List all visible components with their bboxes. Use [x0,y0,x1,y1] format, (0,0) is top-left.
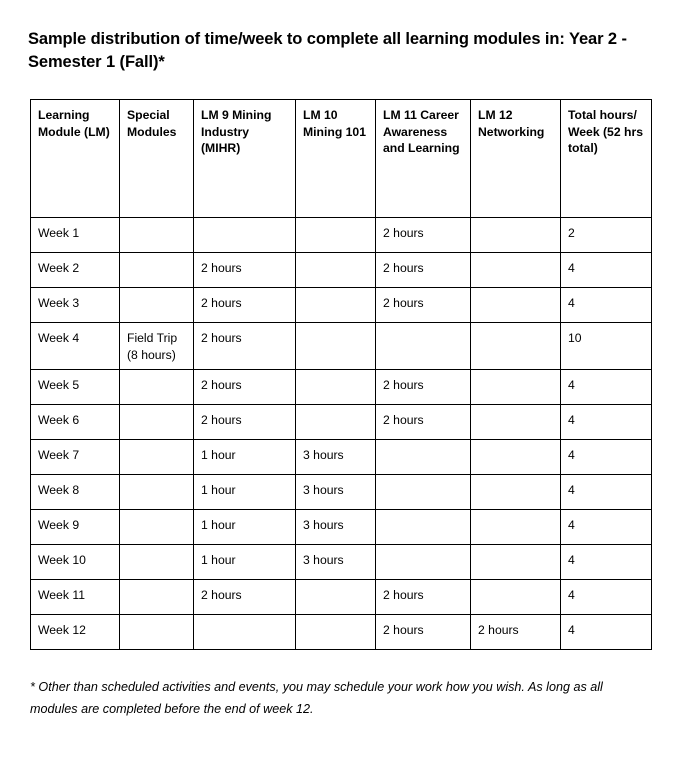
special-modules [120,475,194,510]
column-header-learning-module: Learning Module (LM) [31,100,120,218]
lm9-hours [194,615,296,650]
week-label: Week 9 [31,510,120,545]
table-row [31,288,652,323]
lm10-hours [296,615,376,650]
lm12-hours [471,580,561,615]
week-label: Week 6 [31,405,120,440]
total-hours: 4 [561,510,652,545]
week-label: Week 4 [31,323,120,370]
total-hours: 4 [561,545,652,580]
total-hours: 4 [561,475,652,510]
total-hours: 4 [561,253,652,288]
table-row [31,370,652,405]
page-title: Sample distribution of time/week to complete all learning modules in: Year 2 - Semester 1 (Fall)* [28,30,627,71]
table-row [31,253,652,288]
special-modules [120,580,194,615]
table-row [31,545,652,580]
lm9-hours: 2 hours [194,580,296,615]
week-label: Week 7 [31,440,120,475]
footnote: * Other than scheduled activities and events, you may schedule your work how you wish. As long as all modules are completed before the end of week 12. [30,680,603,716]
lm12-hours [471,475,561,510]
column-header-lm10: LM 10 Mining 101 [296,100,376,218]
week-label: Week 1 [31,218,120,253]
lm9-hours: 1 hour [194,475,296,510]
total-hours: 4 [561,405,652,440]
lm11-hours [376,510,471,545]
column-header-lm11: LM 11 Career Awareness and Learning [376,100,471,218]
special-modules [120,545,194,580]
special-modules [120,510,194,545]
lm10-hours [296,288,376,323]
lm9-hours: 1 hour [194,510,296,545]
total-hours: 4 [561,440,652,475]
table-row [31,510,652,545]
table-row [31,405,652,440]
lm11-hours [376,323,471,370]
total-hours: 2 [561,218,652,253]
lm12-hours [471,510,561,545]
special-modules [120,440,194,475]
special-modules [120,615,194,650]
lm11-hours: 2 hours [376,288,471,323]
column-header-total-hours: Total hours/ Week (52 hrs total) [561,100,652,218]
lm11-hours: 2 hours [376,218,471,253]
lm11-hours [376,475,471,510]
week-label: Week 11 [31,580,120,615]
lm12-hours [471,405,561,440]
lm12-hours [471,323,561,370]
lm12-hours [471,545,561,580]
column-header-lm12: LM 12 Networking [471,100,561,218]
week-label: Week 8 [31,475,120,510]
week-label: Week 5 [31,370,120,405]
lm9-hours: 1 hour [194,545,296,580]
lm11-hours: 2 hours [376,405,471,440]
lm10-hours [296,370,376,405]
lm10-hours [296,323,376,370]
lm11-hours: 2 hours [376,580,471,615]
lm9-hours: 2 hours [194,405,296,440]
lm9-hours: 2 hours [194,253,296,288]
week-label: Week 3 [31,288,120,323]
table-header-row [31,100,652,218]
special-modules [120,370,194,405]
lm12-hours [471,440,561,475]
week-label: Week 10 [31,545,120,580]
column-header-lm9: LM 9 Mining Industry (MIHR) [194,100,296,218]
lm12-hours [471,218,561,253]
special-modules [120,253,194,288]
column-header-special-modules: Special Modules [120,100,194,218]
week-label: Week 2 [31,253,120,288]
lm11-hours: 2 hours [376,615,471,650]
lm9-hours: 2 hours [194,370,296,405]
table-row [31,580,652,615]
table-row [31,218,652,253]
table-body [31,218,652,650]
lm12-hours: 2 hours [471,615,561,650]
lm9-hours: 1 hour [194,440,296,475]
total-hours: 4 [561,288,652,323]
total-hours: 4 [561,615,652,650]
lm9-hours: 2 hours [194,288,296,323]
lm10-hours [296,253,376,288]
lm10-hours: 3 hours [296,440,376,475]
table-row [31,323,652,370]
total-hours: 4 [561,370,652,405]
lm10-hours [296,405,376,440]
lm9-hours: 2 hours [194,323,296,370]
total-hours: 10 [561,323,652,370]
special-modules: Field Trip (8 hours) [120,323,194,370]
lm11-hours: 2 hours [376,253,471,288]
table-row [31,440,652,475]
lm10-hours: 3 hours [296,545,376,580]
week-label: Week 12 [31,615,120,650]
lm11-hours [376,545,471,580]
lm11-hours [376,440,471,475]
schedule-table [30,99,652,650]
special-modules [120,218,194,253]
lm12-hours [471,253,561,288]
lm12-hours [471,370,561,405]
table-row [31,615,652,650]
table-row [31,475,652,510]
lm9-hours [194,218,296,253]
special-modules [120,405,194,440]
lm10-hours: 3 hours [296,475,376,510]
lm12-hours [471,288,561,323]
schedule-table-container [30,99,651,650]
special-modules [120,288,194,323]
lm11-hours: 2 hours [376,370,471,405]
table-header [31,100,652,218]
lm10-hours [296,218,376,253]
lm10-hours: 3 hours [296,510,376,545]
lm10-hours [296,580,376,615]
total-hours: 4 [561,580,652,615]
